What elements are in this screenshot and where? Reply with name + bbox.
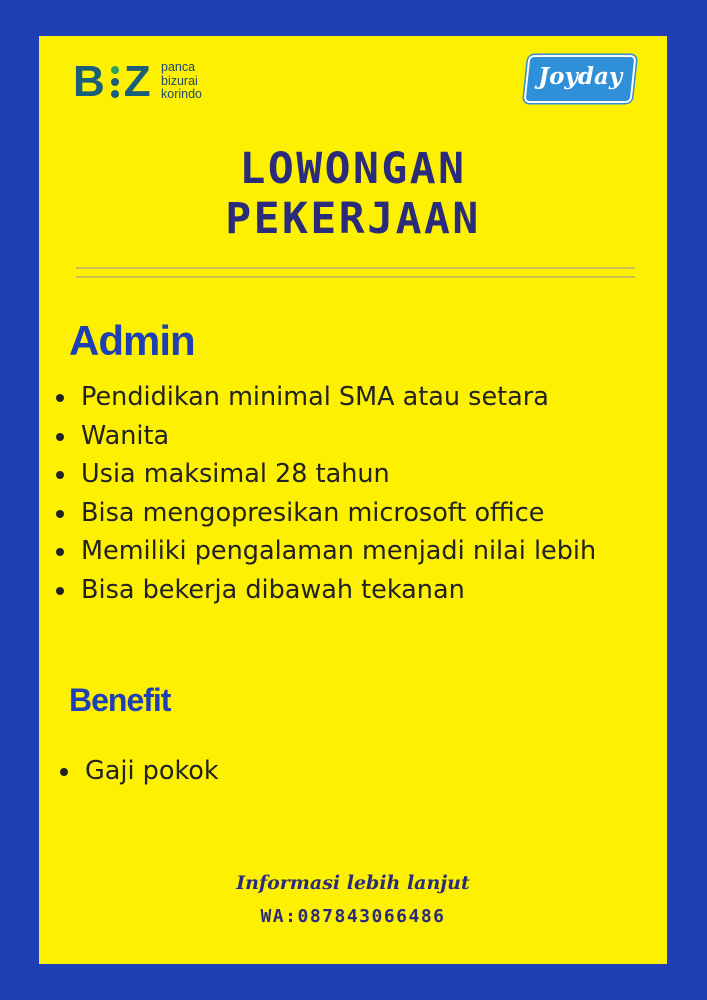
list-item: Bisa mengopresikan microsoft office (39, 494, 639, 533)
list-item: Pendidikan minimal SMA atau setara (39, 378, 639, 417)
list-item: Memiliki pengalaman menjadi nilai lebih (39, 532, 639, 571)
whatsapp-contact: WA:087843066486 (260, 906, 446, 927)
job-poster (39, 36, 667, 964)
list-item: Wanita (39, 417, 639, 456)
divider-line-top (76, 267, 635, 269)
biz-logo-mark: B Z (73, 57, 152, 106)
title-line-2: PEKERJAAN (225, 194, 481, 244)
position-heading: Admin (69, 317, 195, 364)
biz-logo-tagline: panca bizurai korindo (161, 60, 202, 101)
title-line-1: LOWONGAN (239, 144, 467, 194)
benefit-list (43, 752, 603, 791)
list-item: Gaji pokok (43, 752, 603, 791)
list-item: Usia maksimal 28 tahun (39, 455, 639, 494)
list-item: Bisa bekerja dibawah tekanan (39, 571, 639, 610)
joyday-logo-text: Joyday (538, 63, 623, 90)
requirements-list (39, 378, 639, 609)
divider-line-bottom (76, 276, 635, 278)
more-info-text: Informasi lebih lanjut (236, 872, 470, 894)
joyday-logo (523, 55, 636, 103)
benefit-heading: Benefit (69, 682, 171, 718)
biz-logo-dots (108, 62, 122, 98)
poster-title (39, 144, 667, 244)
